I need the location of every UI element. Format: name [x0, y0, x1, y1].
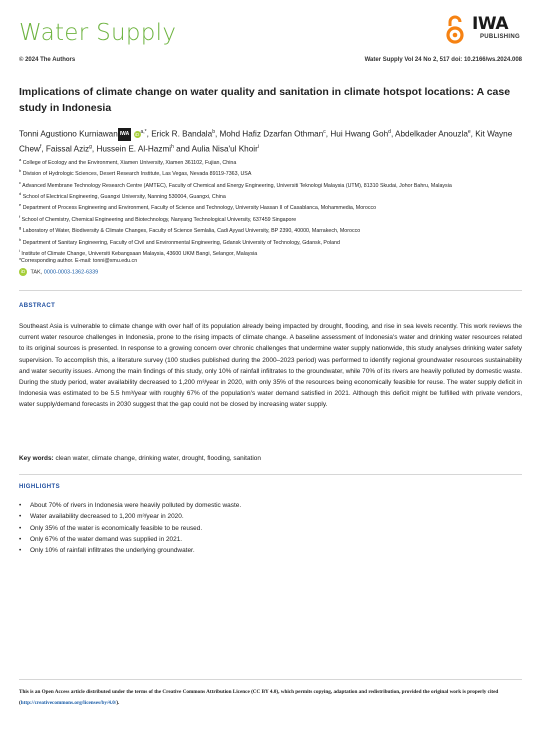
author-affiliation-mark: i: [257, 144, 259, 151]
affiliation-item: $^b$ Division of Hydrologic Sciences, Desert Research Institute, Las Vegas, Nevada 89119-7363, USA: [19, 168, 252, 178]
divider: [19, 679, 522, 680]
highlights-heading: HIGHLIGHTS: [19, 484, 60, 490]
author-name: Erick R. Bandala: [151, 129, 213, 139]
license-link[interactable]: http://creativecommons.org/licenses/by/4.0/: [20, 700, 117, 706]
divider: [19, 290, 522, 291]
affiliations: [19, 156, 524, 266]
author-affiliation-mark: f: [39, 144, 42, 151]
license-text-end: ).: [116, 700, 120, 706]
highlights-list: [19, 500, 522, 556]
keywords: [19, 455, 261, 462]
author-name: Kit Wayne Chew: [19, 129, 513, 155]
affiliation-item: $^i$ Institute of Climate Change, Universiti Kebangsaan Malaysia, 43600 UKM Bangi, Selangor, Malaysia: [19, 247, 258, 257]
copyright: © 2024 The Authors: [19, 57, 76, 63]
author-name: Mohd Hafiz Dzarfan Othman: [219, 129, 324, 139]
orcid-icon[interactable]: iD: [134, 132, 140, 138]
orcid-line[interactable]: [19, 268, 98, 276]
article-title: Implications of climate change on water quality and sanitation in climate hotspot locations: A case study in Indonesia: [19, 86, 511, 114]
abstract-text: Southeast Asia is vulnerable to climate change with over half of its population already being impacted by drought, flooding, and rise in sea levels recently. This work reviews the current water resource challenges in Indonesia, prone to the rising impacts of climate change. A baseline assessment of Indonesia's water and drinking water resources related to its original sources is presented. In response to a growing concern over chronic challenges that undermine water supply nationwide, this study analyses drinking water safety supervision. To accomplish this, a literature survey (100 studies published during the 2000–2023 period) was performed to identify regional groundwater resources sustainability and water security issues. Among the main findings of this study, only 10% of rainfall infiltrates to the groundwater, while 70% of its rivers are heavily polluted by domestic waste. During the study period, water availability decreased to 1,200 m³/year in 2020, with only 35% of the resources being economically feasible for reuse. The water supply deficit in Indonesia was estimated to be 5.5 hm³/year with roughly 67% of the population's water demand satisfied in 2021. Although this deficit might be fulfilled with private vendors, water supply/demand forecasts in 2030 suggest that the gap could not be closed by increasing water supply.: [19, 323, 522, 409]
affiliation-item: $^g$ Laboratory of Water, Biodiversity & Climate Changes, Faculty of Science Semlalia, Cadi Ayyad University, BP 2390, 40000, Marrakech, Morocco: [19, 225, 361, 234]
affiliation-item: $^e$ Department of Process Engineering and Environment, Faculty of Science and Technology, University Hassan II of Casablanca, Mohammedia, Morocco: [19, 202, 377, 212]
author-name: Abdelkader Anouzla: [395, 129, 468, 139]
orcid-icon: iD: [20, 269, 26, 274]
keywords-label: Key words:: [19, 455, 54, 462]
author-affiliation-mark: g: [89, 144, 92, 151]
orcid-link[interactable]: 0000-0003-1362-6339: [43, 269, 99, 276]
author-affiliation-mark: e: [467, 129, 471, 135]
author-name: Hui Hwang Goh: [330, 129, 389, 139]
affiliation-item: $^c$ Advanced Membrane Technology Research Centre (AMTEC), Faculty of Chemical and Energy Engineering, Universiti Teknologi Malaysia (UTM), 81310 Skudai, Johor Bahru, Malaysia: [19, 179, 452, 189]
publisher-logo: IWA: [472, 14, 508, 34]
list-item: • About 70% of rivers in Indonesia were heavily polluted by domestic waste.: [19, 500, 522, 511]
author-affiliation-mark: c: [323, 129, 326, 135]
author-name: Aulia Nisa'ul Khoir: [191, 145, 258, 155]
iwa-member-icon: IWA: [118, 128, 131, 142]
affiliation-item: $^h$ Department of Sanitary Engineering, Faculty of Civil and Environmental Engineering, Gdansk University of Technology, Gdansk, Poland: [19, 236, 340, 246]
orcid-author: TAK,: [30, 269, 43, 276]
author-name: Hussein E. Al-Hazmi: [96, 145, 172, 155]
divider: [19, 474, 522, 475]
affiliation-item: $^a$ College of Ecology and the Environment, Xiamen University, Xiamen 361102, Fujian, China: [19, 157, 237, 166]
journal-name: Water Supply: [19, 20, 177, 46]
author-affiliation-mark: h: [171, 144, 174, 151]
license-text: This is an Open Access article distributed under the terms of the Creative Commons Attribution Licence (CC BY 4.0), which permits copying, adaptation and redistribution, provided the original work is properly cited (: [19, 689, 499, 706]
abstract-heading: ABSTRACT: [19, 303, 56, 309]
affiliation-item: $^f$ School of Chemistry, Chemical Engineering and Biotechnology, Nanyang Technological University, 637459 Singapore: [19, 213, 297, 223]
author-list: Tonni Agustiono Kurniawan IWA $iD^{a,*}$, Erick R. Bandala$^b$, Mohd Hafiz Dzarfan Othman$^c$, Hui Hwang Goh$^d$, Abdelkader Anouzla$^e$, Kit Wayne Chew$^f$, Faissal Aziz$^g$, Hussein E. Al-Hazmi$^h$ and Aulia Nisa'ul Khoir$^i$: [19, 129, 513, 155]
author-affiliation-mark: b: [212, 129, 215, 135]
list-item: • Water availability decreased to 1,200 m³/year in 2020.: [19, 511, 522, 522]
author-affiliation-mark: a,*: [140, 129, 147, 135]
keywords-text: clean water, climate change, drinking water, drought, flooding, sanitation: [55, 455, 261, 462]
list-item: • Only 10% of rainfall infiltrates the underlying groundwater.: [19, 545, 522, 556]
author-affiliation-mark: d: [388, 129, 391, 135]
license-footer: [19, 687, 522, 709]
corresponding-author: *Corresponding author. E-mail: tonni@xmu.edu.cn: [19, 258, 138, 265]
author-name: Faissal Aziz: [45, 145, 90, 155]
list-item: • Only 67% of the water demand was supplied in 2021.: [19, 534, 522, 545]
affiliation-item: $^d$ School of Electrical Engineering, Guangxi University, Nanning 530004, Guangxi, China: [19, 191, 226, 200]
open-access-icon: [444, 14, 466, 46]
publisher-label: PUBLISHING: [480, 34, 521, 40]
citation: Water Supply Vol 24 No 2, 517 doi: 10.2166/ws.2024.008: [364, 57, 522, 63]
author-name: Tonni Agustiono Kurniawan: [19, 129, 118, 139]
list-item: • Only 35% of the water is economically feasible to be reused.: [19, 523, 522, 534]
